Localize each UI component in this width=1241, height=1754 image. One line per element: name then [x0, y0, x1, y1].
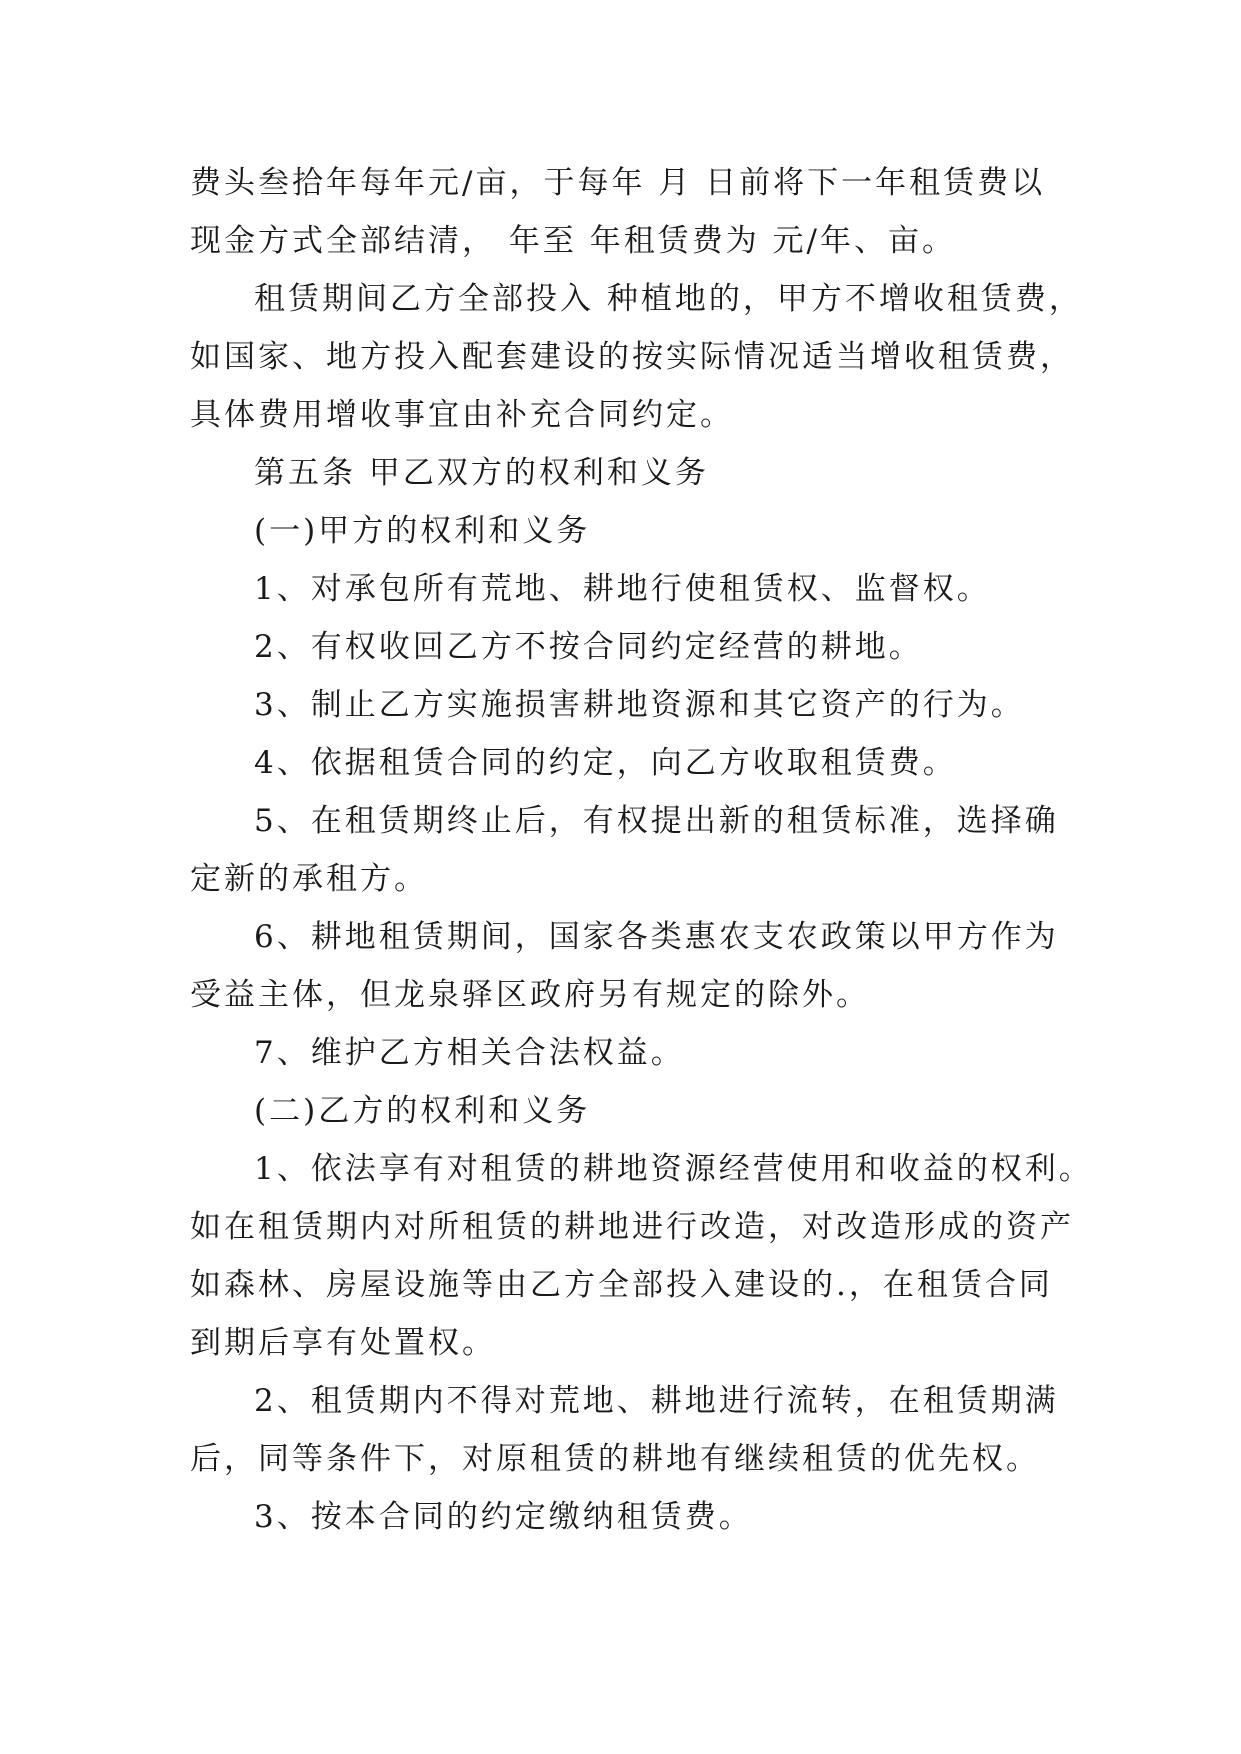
list-item: 3、按本合同的约定缴纳租赁费。: [254, 1499, 753, 1535]
text-line: 如森林、房屋设施等由乙方全部投入建设的.，在租赁合同: [190, 1267, 1053, 1303]
list-item: 2、有权收回乙方不按合同约定经营的耕地。: [254, 629, 923, 665]
article-heading: 第五条 甲乙双方的权利和义务: [254, 455, 709, 491]
text-line: 现金方式全部结清， 年至 年租赁费为 元/年、亩。: [190, 223, 957, 259]
document-body: [190, 154, 1093, 1546]
list-item: 7、维护乙方相关合法权益。: [254, 1035, 685, 1071]
text-line: 如国家、地方投入配套建设的按实际情况适当增收租赁费，: [190, 339, 1074, 375]
list-item: 5、在租赁期终止后，有权提出新的租赁标准，选择确: [254, 803, 1059, 839]
list-item: 1、依法享有对租赁的耕地资源经营使用和收益的权利。: [254, 1151, 1093, 1187]
text-line: 如在租赁期内对所租赁的耕地进行改造，对改造形成的资产: [190, 1209, 1074, 1245]
list-item: 4、依据租赁合同的约定，向乙方收取租赁费。: [254, 745, 957, 781]
text-line: 具体费用增收事宜由补充合同约定。: [190, 397, 734, 433]
text-line: 定新的承租方。: [190, 861, 428, 897]
list-item: 6、耕地租赁期间，国家各类惠农支农政策以甲方作为: [254, 919, 1059, 955]
text-line: 到期后享有处置权。: [190, 1325, 496, 1361]
text-line: 费头叁拾年每年元/亩，于每年 月 日前将下一年租赁费以: [190, 165, 1046, 201]
paragraph-start: 租赁期间乙方全部投入 种植地的，甲方不增收租赁费，: [254, 281, 1083, 317]
section-heading: (二)乙方的权利和义务: [254, 1093, 591, 1129]
list-item: 3、制止乙方实施损害耕地资源和其它资产的行为。: [254, 687, 1025, 723]
section-heading: (一)甲方的权利和义务: [254, 513, 591, 549]
list-item: 1、对承包所有荒地、耕地行使租赁权、监督权。: [254, 571, 991, 607]
text-line: 受益主体，但龙泉驿区政府另有规定的除外。: [190, 977, 870, 1013]
list-item: 2、租赁期内不得对荒地、耕地进行流转，在租赁期满: [254, 1383, 1059, 1419]
text-line: 后，同等条件下，对原租赁的耕地有继续租赁的优先权。: [190, 1441, 1040, 1477]
